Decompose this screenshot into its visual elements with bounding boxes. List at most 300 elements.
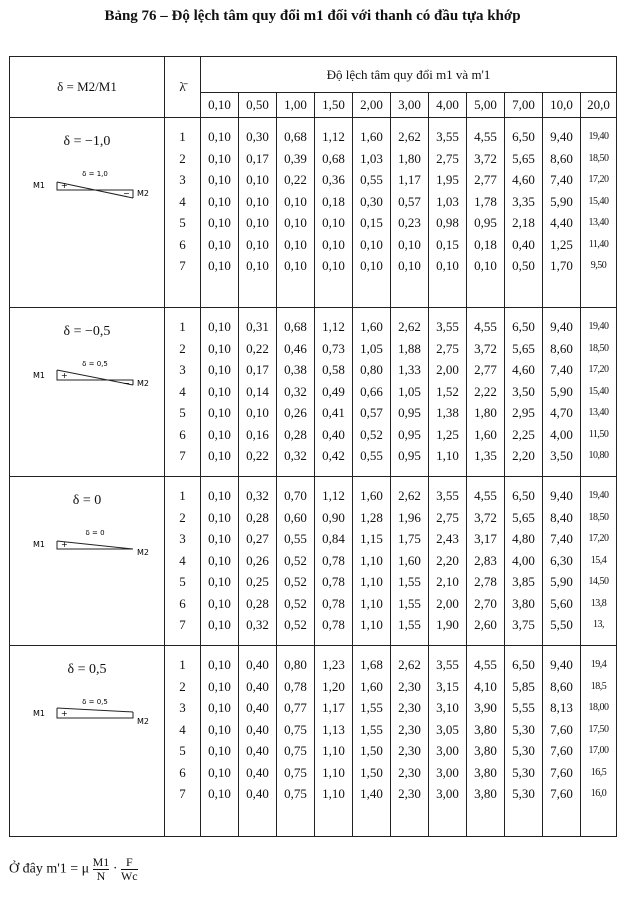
lambda-value: 7 <box>179 448 186 463</box>
lambda-value: 1 <box>179 488 186 503</box>
table-cell: 1,78 <box>474 193 497 209</box>
table-cell: 1,55 <box>360 700 383 715</box>
table-cell: 0,38 <box>284 362 307 377</box>
lambda-value: 6 <box>179 236 186 252</box>
table-cell: 0,10 <box>208 362 231 377</box>
table-cell: 0,10 <box>436 258 459 273</box>
table-cell: 2,77 <box>474 172 497 187</box>
value-column <box>353 118 391 308</box>
delta-cell <box>10 118 165 308</box>
value-column <box>543 118 581 308</box>
table-cell: 0,41 <box>322 405 345 420</box>
table-cell: 0,42 <box>322 448 345 463</box>
lambda-value: 2 <box>179 340 186 356</box>
column-header: 10,0 <box>543 93 581 118</box>
fraction-den: Wc <box>120 869 138 883</box>
table-cell: 9,50 <box>590 260 607 271</box>
table-cell: 2,95 <box>512 405 535 420</box>
svg-text:+: + <box>61 371 68 380</box>
table-cell: 2,30 <box>398 764 421 780</box>
table-cell: 3,80 <box>512 595 535 611</box>
svg-text:+: + <box>61 709 68 718</box>
table-cell: 2,60 <box>474 617 497 632</box>
table-cell: 18,00 <box>588 702 609 713</box>
table-cell: 3,80 <box>474 721 497 737</box>
table-cell: 5,55 <box>512 700 535 715</box>
table-cell: 1,25 <box>550 236 573 252</box>
table-cell: 3,00 <box>436 786 459 801</box>
table-cell: 3,80 <box>474 786 497 801</box>
table-cell: 2,75 <box>436 150 459 166</box>
table-cell: 1,55 <box>398 595 421 611</box>
table-cell: 0,40 <box>246 786 269 801</box>
table-cell: 2,62 <box>398 657 421 672</box>
column-header: 5,00 <box>467 93 505 118</box>
table-cell: 7,60 <box>550 786 573 801</box>
table-cell: 1,20 <box>322 678 345 694</box>
eccentricity-table <box>9 56 617 837</box>
table-cell: 1,03 <box>436 193 459 209</box>
table-cell: 0,10 <box>208 258 231 273</box>
table-cell: 0,55 <box>360 172 383 187</box>
table-cell: 16,5 <box>590 766 607 778</box>
table-cell: 0,10 <box>246 172 269 187</box>
table-cell: 0,98 <box>436 215 459 230</box>
table-cell: 0,10 <box>284 236 307 252</box>
table-cell: 0,10 <box>246 215 269 230</box>
table-cell: 4,60 <box>512 362 535 377</box>
value-column <box>505 477 543 646</box>
table-cell: 0,10 <box>208 595 231 611</box>
lambda-value: 3 <box>179 362 186 377</box>
table-cell: 3,55 <box>436 319 459 334</box>
column-header: 3,00 <box>391 93 429 118</box>
value-column <box>277 477 315 646</box>
table-cell: 5,30 <box>512 764 535 780</box>
table-cell: 17,50 <box>588 723 609 735</box>
table-cell: 0,40 <box>512 236 535 252</box>
table-cell: 1,28 <box>360 509 383 525</box>
lambda-value: 1 <box>179 129 186 144</box>
value-column <box>239 477 277 646</box>
table-cell: 0,78 <box>322 617 345 632</box>
table-cell: 2,75 <box>436 340 459 356</box>
table-cell: 13,40 <box>588 407 609 418</box>
table-cell: 1,60 <box>360 678 383 694</box>
table-cell: 3,10 <box>436 700 459 715</box>
table-cell: 0,49 <box>322 383 345 399</box>
table-cell: 3,72 <box>474 509 497 525</box>
table-cell: 15,4 <box>590 554 607 566</box>
table-cell: 0,75 <box>284 743 307 758</box>
table-cell: 1,05 <box>360 340 383 356</box>
table-cell: 0,50 <box>512 258 535 273</box>
table-cell: 0,70 <box>284 488 307 503</box>
lambda-value: 3 <box>179 700 186 715</box>
column-header: 0,50 <box>239 93 277 118</box>
table-cell: 0,10 <box>208 236 231 252</box>
table-cell: 1,75 <box>398 531 421 546</box>
table-cell: 5,65 <box>512 509 535 525</box>
value-column <box>581 646 617 837</box>
table-cell: 2,18 <box>512 215 535 230</box>
table-cell: 17,00 <box>588 745 609 756</box>
svg-text:−: − <box>123 189 130 198</box>
svg-text:M2: M2 <box>137 189 149 198</box>
table-cell: 3,72 <box>474 340 497 356</box>
table-cell: 1,60 <box>474 426 497 442</box>
svg-text:M2: M2 <box>137 548 149 557</box>
svg-text:M2: M2 <box>137 717 149 726</box>
table-cell: 0,78 <box>322 595 345 611</box>
table-cell: 1,40 <box>360 786 383 801</box>
table-cell: 0,10 <box>398 236 421 252</box>
table-cell: 0,77 <box>284 700 307 715</box>
table-cell: 2,30 <box>398 743 421 758</box>
table-cell: 0,78 <box>284 678 307 694</box>
table-cell: 0,10 <box>322 258 345 273</box>
table-cell: 15,40 <box>588 385 609 397</box>
svg-text:M1: M1 <box>33 371 45 380</box>
lambda-value: 2 <box>179 509 186 525</box>
table-cell: 1,10 <box>360 617 383 632</box>
table-cell: 0,10 <box>474 258 497 273</box>
table-cell: 0,10 <box>284 193 307 209</box>
table-cell: 0,40 <box>246 678 269 694</box>
table-cell: 0,75 <box>284 764 307 780</box>
table-cell: 0,57 <box>398 193 421 209</box>
moment-diagram-icon <box>33 358 149 398</box>
table-row-group <box>10 118 617 308</box>
table-cell: 0,40 <box>322 426 345 442</box>
header-delta: δ = M2/M1 <box>10 57 165 118</box>
value-column <box>391 118 429 308</box>
table-cell: 3,75 <box>512 617 535 632</box>
table-cell: 0,22 <box>246 340 269 356</box>
table-cell: 0,10 <box>208 383 231 399</box>
value-column <box>543 308 581 477</box>
value-column <box>277 118 315 308</box>
table-cell: 4,00 <box>550 426 573 442</box>
table-cell: 1,10 <box>322 743 345 758</box>
table-cell: 2,70 <box>474 595 497 611</box>
table-cell: 7,40 <box>550 531 573 546</box>
table-cell: 5,50 <box>550 617 573 632</box>
table-cell: 11,40 <box>588 238 609 250</box>
lambda-value: 3 <box>179 531 186 546</box>
column-header: 1,00 <box>277 93 315 118</box>
table-cell: 1,90 <box>436 617 459 632</box>
value-column <box>391 308 429 477</box>
table-cell: 0,40 <box>246 743 269 758</box>
table-cell: 0,95 <box>398 448 421 463</box>
svg-text:δ = 1,0: δ = 1,0 <box>82 170 108 178</box>
fraction-m1-n <box>93 856 110 883</box>
svg-text:M1: M1 <box>33 181 45 190</box>
table-cell: 0,10 <box>398 258 421 273</box>
table-cell: 0,80 <box>284 657 307 672</box>
table-cell: 13,40 <box>588 217 609 228</box>
table-cell: 3,55 <box>436 488 459 503</box>
table-cell: 17,20 <box>588 533 609 544</box>
table-cell: 0,10 <box>208 448 231 463</box>
table-cell: 0,17 <box>246 150 269 166</box>
table-cell: 19,40 <box>588 321 609 332</box>
table-cell: 7,40 <box>550 362 573 377</box>
table-cell: 0,68 <box>322 150 345 166</box>
table-cell: 0,10 <box>322 215 345 230</box>
table-cell: 0,10 <box>208 340 231 356</box>
table-cell: 0,27 <box>246 531 269 546</box>
lambda-value: 2 <box>179 150 186 166</box>
lambda-value: 5 <box>179 574 186 589</box>
table-cell: 0,80 <box>360 362 383 377</box>
lambda-value: 3 <box>179 172 186 187</box>
table-cell: 0,66 <box>360 383 383 399</box>
table-cell: 0,52 <box>360 426 383 442</box>
table-cell: 1,38 <box>436 405 459 420</box>
table-cell: 0,55 <box>284 531 307 546</box>
lambda-value: 5 <box>179 215 186 230</box>
table-cell: 6,30 <box>550 552 573 568</box>
table-cell: 0,26 <box>246 552 269 568</box>
table-cell: 0,52 <box>284 552 307 568</box>
svg-text:M2: M2 <box>137 379 149 388</box>
table-cell: 2,00 <box>436 362 459 377</box>
value-column <box>315 646 353 837</box>
table-cell: 3,80 <box>474 743 497 758</box>
table-cell: 5,90 <box>550 574 573 589</box>
table-cell: 9,40 <box>550 657 573 672</box>
svg-text:M1: M1 <box>33 540 45 549</box>
value-column <box>201 646 239 837</box>
table-cell: 0,57 <box>360 405 383 420</box>
table-cell: 0,68 <box>284 129 307 144</box>
lambda-value: 4 <box>179 721 186 737</box>
table-cell: 0,90 <box>322 509 345 525</box>
table-cell: 3,17 <box>474 531 497 546</box>
table-row-group <box>10 308 617 477</box>
column-header: 7,00 <box>505 93 543 118</box>
table-cell: 0,25 <box>246 574 269 589</box>
table-row-group <box>10 477 617 646</box>
table-cell: 0,10 <box>208 319 231 334</box>
table-cell: 5,30 <box>512 786 535 801</box>
table-cell: 0,10 <box>208 509 231 525</box>
fraction-num: M1 <box>92 855 110 869</box>
table-cell: 0,10 <box>208 786 231 801</box>
table-cell: 1,68 <box>360 657 383 672</box>
table-cell: 0,10 <box>246 258 269 273</box>
table-cell: 0,30 <box>360 193 383 209</box>
value-column <box>239 118 277 308</box>
table-cell: 0,17 <box>246 362 269 377</box>
table-cell: 2,62 <box>398 488 421 503</box>
table-cell: 1,50 <box>360 743 383 758</box>
table-cell: 8,40 <box>550 509 573 525</box>
table-cell: 0,10 <box>322 236 345 252</box>
table-cell: 5,65 <box>512 150 535 166</box>
table-cell: 0,58 <box>322 362 345 377</box>
table-cell: 19,4 <box>590 659 607 670</box>
svg-text:δ = 0,5: δ = 0,5 <box>82 698 108 706</box>
table-cell: 18,50 <box>588 511 609 523</box>
table-cell: 0,10 <box>208 678 231 694</box>
table-cell: 17,20 <box>588 364 609 375</box>
table-cell: 0,10 <box>284 215 307 230</box>
table-cell: 18,5 <box>590 680 607 692</box>
table-cell: 0,22 <box>284 172 307 187</box>
table-cell: 0,10 <box>208 172 231 187</box>
moment-diagram-icon <box>33 168 149 208</box>
lambda-value: 5 <box>179 743 186 758</box>
fraction-den: N <box>96 869 106 883</box>
table-cell: 7,60 <box>550 743 573 758</box>
value-column <box>239 308 277 477</box>
table-cell: 1,60 <box>360 319 383 334</box>
table-cell: 8,60 <box>550 678 573 694</box>
table-cell: 0,68 <box>284 319 307 334</box>
value-column <box>505 308 543 477</box>
table-cell: 3,50 <box>512 383 535 399</box>
table-cell: 0,10 <box>208 488 231 503</box>
table-cell: 3,72 <box>474 150 497 166</box>
table-cell: 1,35 <box>474 448 497 463</box>
table-cell: 0,26 <box>284 405 307 420</box>
table-cell: 0,75 <box>284 786 307 801</box>
table-cell: 1,60 <box>360 129 383 144</box>
table-cell: 1,50 <box>360 764 383 780</box>
table-cell: 17,20 <box>588 174 609 185</box>
table-cell: 0,10 <box>208 721 231 737</box>
table-cell: 9,40 <box>550 129 573 144</box>
table-cell: 5,85 <box>512 678 535 694</box>
value-column <box>353 308 391 477</box>
table-cell: 8,60 <box>550 150 573 166</box>
table-cell: 1,05 <box>398 383 421 399</box>
table-cell: 2,22 <box>474 383 497 399</box>
table-cell: 2,20 <box>512 448 535 463</box>
header-eccentricity: Độ lệch tâm quy đổi m1 và m'1 <box>201 57 617 93</box>
table-cell: 5,60 <box>550 595 573 611</box>
lambda-value: 7 <box>179 617 186 632</box>
table-cell: 5,30 <box>512 721 535 737</box>
table-cell: 0,10 <box>208 215 231 230</box>
svg-text:+: + <box>61 181 68 190</box>
value-column <box>201 308 239 477</box>
table-cell: 0,18 <box>474 236 497 252</box>
table-cell: 0,10 <box>208 764 231 780</box>
table-cell: 1,55 <box>398 574 421 589</box>
table-cell: 0,46 <box>284 340 307 356</box>
table-cell: 7,60 <box>550 764 573 780</box>
table-cell: 14,50 <box>588 576 609 587</box>
table-cell: 10,80 <box>588 450 609 461</box>
table-cell: 0,32 <box>246 488 269 503</box>
table-cell: 2,30 <box>398 700 421 715</box>
table-cell: 0,40 <box>246 721 269 737</box>
table-cell: 0,10 <box>246 405 269 420</box>
table-cell: 2,43 <box>436 531 459 546</box>
table-cell: 4,40 <box>550 215 573 230</box>
table-cell: 0,10 <box>208 426 231 442</box>
delta-cell <box>10 477 165 646</box>
value-column <box>277 646 315 837</box>
delta-cell <box>10 308 165 477</box>
table-cell: 1,80 <box>398 150 421 166</box>
delta-label: δ = −1,0 <box>63 134 111 149</box>
table-cell: 16,0 <box>590 788 607 799</box>
table-cell: 1,12 <box>322 488 345 503</box>
table-cell: 0,52 <box>284 574 307 589</box>
table-cell: 2,77 <box>474 362 497 377</box>
table-cell: 4,10 <box>474 678 497 694</box>
table-cell: 1,60 <box>398 552 421 568</box>
table-cell: 3,85 <box>512 574 535 589</box>
table-cell: 0,40 <box>246 657 269 672</box>
lambda-value: 5 <box>179 405 186 420</box>
svg-text:−: − <box>123 379 130 388</box>
table-cell: 7,40 <box>550 172 573 187</box>
table-cell: 0,32 <box>246 617 269 632</box>
value-column <box>201 118 239 308</box>
table-cell: 0,23 <box>398 215 421 230</box>
table-cell: 4,55 <box>474 657 497 672</box>
table-cell: 2,10 <box>436 574 459 589</box>
lambda-value: 1 <box>179 657 186 672</box>
table-cell: 0,10 <box>208 743 231 758</box>
table-cell: 7,60 <box>550 721 573 737</box>
table-cell: 18,50 <box>588 342 609 354</box>
table-cell: 0,10 <box>208 700 231 715</box>
table-cell: 1,17 <box>322 700 345 715</box>
table-cell: 0,15 <box>360 215 383 230</box>
value-column <box>315 308 353 477</box>
table-cell: 3,80 <box>474 764 497 780</box>
svg-text:M1: M1 <box>33 709 45 718</box>
table-cell: 1,55 <box>360 721 383 737</box>
table-cell: 6,50 <box>512 129 535 144</box>
value-column <box>581 118 617 308</box>
value-column <box>543 646 581 837</box>
table-cell: 0,10 <box>208 405 231 420</box>
table-cell: 0,40 <box>246 764 269 780</box>
fraction-f-wc <box>121 856 138 883</box>
table-cell: 13, <box>593 619 605 630</box>
table-cell: 0,95 <box>474 215 497 230</box>
table-cell: 1,80 <box>474 405 497 420</box>
table-cell: 1,52 <box>436 383 459 399</box>
table-cell: 1,25 <box>436 426 459 442</box>
footer-prefix: Ở đây m'1 = μ <box>9 861 90 877</box>
lambda-value: 6 <box>179 595 186 611</box>
column-header: 0,10 <box>201 93 239 118</box>
lambda-value: 4 <box>179 383 186 399</box>
table-cell: 2,83 <box>474 552 497 568</box>
table-cell: 8,13 <box>550 700 573 715</box>
table-cell: 0,84 <box>322 531 345 546</box>
value-column <box>315 477 353 646</box>
value-column <box>581 308 617 477</box>
table-cell: 1,95 <box>436 172 459 187</box>
table-cell: 4,55 <box>474 129 497 144</box>
table-cell: 0,28 <box>246 509 269 525</box>
value-column <box>391 646 429 837</box>
table-cell: 6,50 <box>512 657 535 672</box>
table-cell: 4,55 <box>474 488 497 503</box>
value-column <box>201 477 239 646</box>
table-row-group <box>10 646 617 837</box>
